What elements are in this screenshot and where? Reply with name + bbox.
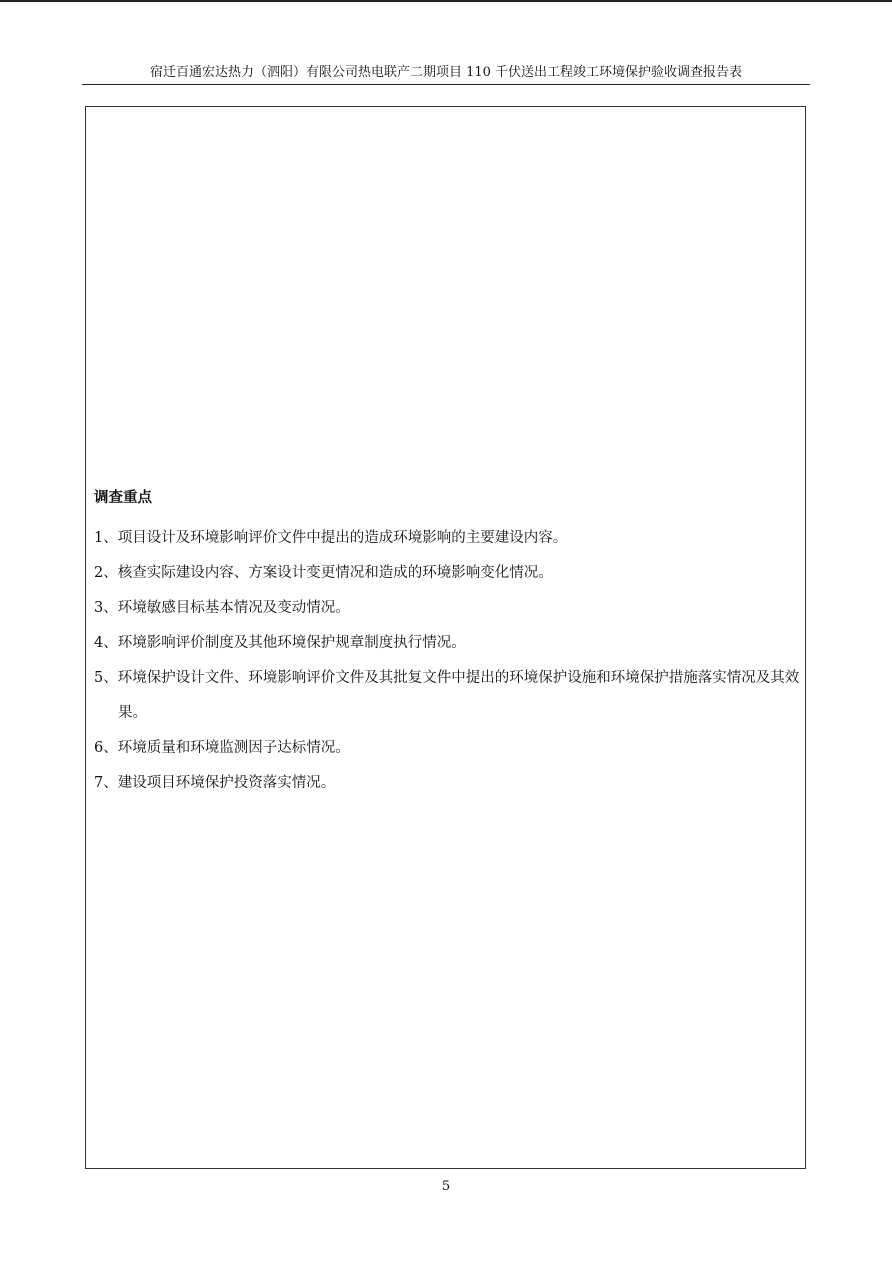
item-number: 4、	[94, 635, 118, 651]
item-number: 1、	[94, 530, 118, 546]
page-header: 宿迁百通宏达热力（泗阳）有限公司热电联产二期项目 110 千伏送出工程竣工环境保护验收调查报告表	[82, 64, 810, 85]
item-text: 建设项目环境保护投资落实情况。	[117, 775, 336, 791]
list-item	[94, 626, 804, 661]
item-number: 7、	[94, 775, 118, 791]
item-text: 环境质量和环境监测因子达标情况。	[117, 740, 350, 756]
list-item	[94, 521, 804, 556]
list-item	[94, 591, 804, 626]
list-item	[94, 556, 804, 591]
item-number: 5、	[94, 670, 118, 686]
list-item	[94, 731, 804, 766]
item-number: 2、	[94, 565, 118, 581]
item-text: 环境保护设计文件、环境影响评价文件及其批复文件中提出的环境保护设施和环境保护措施落实情况及其效果。	[117, 670, 800, 721]
item-text: 核查实际建设内容、方案设计变更情况和造成的环境影响变化情况。	[117, 565, 553, 581]
page-number: 5	[441, 1179, 451, 1194]
item-text: 环境敏感目标基本情况及变动情况。	[117, 600, 350, 616]
item-number: 6、	[94, 740, 118, 756]
item-number: 3、	[94, 600, 118, 616]
survey-focus-section	[94, 486, 804, 801]
section-title: 调查重点	[94, 489, 152, 506]
list-item	[94, 661, 804, 731]
item-text: 项目设计及环境影响评价文件中提出的造成环境影响的主要建设内容。	[117, 530, 568, 546]
list-item	[94, 766, 804, 801]
top-border-line	[0, 0, 892, 2]
focus-list	[94, 521, 804, 801]
item-text: 环境影响评价制度及其他环境保护规章制度执行情况。	[117, 635, 466, 651]
